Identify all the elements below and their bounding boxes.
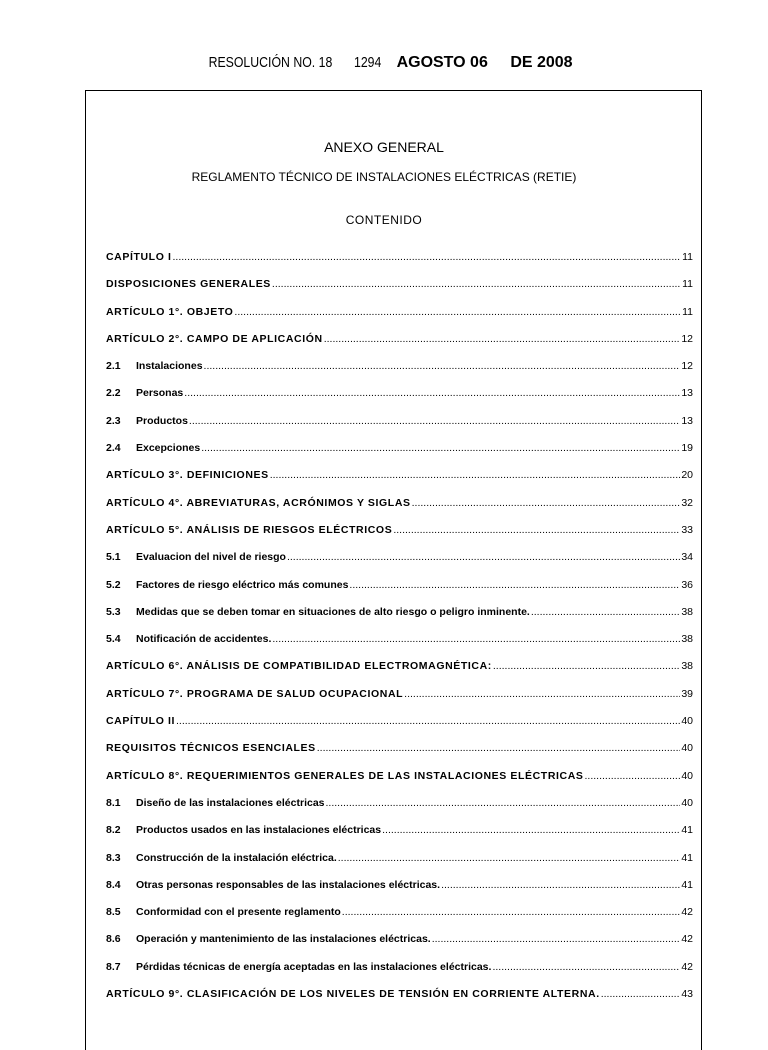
toc-dot-leader [342,903,681,921]
toc-section-number: 8.7 [106,960,121,973]
toc-label: Personas [136,387,184,400]
toc-page-number: 38 [681,605,693,618]
toc-label: ARTÍCULO 9°. CLASIFICACIÓN DE LOS NIVELES DE TENSIÓN EN CORRIENTE ALTERNA. [106,988,600,1001]
toc-dot-leader [204,357,681,375]
toc-dot-leader [272,630,680,648]
toc-page-number: 39 [681,687,693,700]
toc-page-number: 11 [682,278,693,291]
toc-section-number: 2.1 [106,360,121,373]
toc-label: Productos usados en las instalaciones eléctricas [136,824,382,837]
toc-label: ARTÍCULO 3°. DEFINICIONES [106,469,269,482]
toc-page-number: 42 [681,960,693,973]
toc-entry[interactable] [106,767,693,794]
toc-label: Evaluacion del nivel de riesgo [136,551,286,564]
toc-page-number: 34 [681,551,693,564]
toc-label: ARTÍCULO 6°. ANÁLISIS DE COMPATIBILIDAD ELECTROMAGNÉTICA: [106,660,492,673]
toc-label: DISPOSICIONES GENERALES [106,278,271,291]
toc-dot-leader [441,876,680,894]
toc-dot-leader [338,849,681,867]
toc-dot-leader [317,739,681,757]
toc-entry[interactable] [106,576,693,603]
toc-page-number: 41 [681,851,693,864]
toc-label: Notificación de accidentes. [136,633,272,646]
toc-entry[interactable] [106,657,693,684]
toc-dot-leader [176,712,680,730]
toc-entry[interactable] [106,357,693,384]
toc-page-number: 40 [681,742,693,755]
toc-page-number: 41 [681,824,693,837]
toc-label: Factores de riesgo eléctrico más comunes [136,578,349,591]
toc-entry[interactable] [106,958,693,985]
toc-page-number: 19 [681,442,693,455]
toc-dot-leader [189,412,680,430]
toc-page-number: 38 [681,660,693,673]
annex-subtitle: REGLAMENTO TÉCNICO DE INSTALACIONES ELÉCTRICAS (RETIE) [191,170,577,184]
toc-section-number: 5.1 [106,551,121,564]
toc-label: ARTÍCULO 7°. PROGRAMA DE SALUD OCUPACIONAL [106,687,404,700]
toc-dot-leader [412,494,681,512]
annex-title: ANEXO GENERAL [324,139,444,155]
toc-label: ARTÍCULO 8°. REQUERIMIENTOS GENERALES DE LAS INSTALACIONES ELÉCTRICAS [106,769,584,782]
toc-dot-leader [234,303,681,321]
toc-page-number: 32 [681,496,693,509]
toc-label: CAPÍTULO I [106,251,172,263]
toc-section-number: 8.4 [106,878,121,891]
toc-entry[interactable] [106,439,693,466]
toc-section-number: 5.2 [106,578,121,591]
toc-label: Otras personas responsables de las instalaciones eléctricas. [136,878,441,891]
toc-page-number: 43 [681,988,693,1001]
toc-page-number: 40 [681,769,693,782]
toc-page-number: 33 [681,523,693,536]
toc-dot-leader [326,794,681,812]
toc-entry[interactable] [106,303,693,330]
toc-section-number: 8.2 [106,824,121,837]
toc-dot-leader [270,466,681,484]
toc-section-number: 5.3 [106,605,121,618]
toc-section-number: 5.4 [106,633,121,646]
toc-entry[interactable] [106,494,693,521]
toc-dot-leader [601,985,681,1003]
toc-page-number: 41 [681,878,693,891]
toc-entry[interactable] [106,412,693,439]
toc-label: CAPÍTULO II [106,715,176,728]
toc-section-number: 8.5 [106,906,121,919]
toc-page-number: 42 [681,906,693,919]
toc-section-number: 2.4 [106,442,121,455]
toc-label: Diseño de las instalaciones eléctricas [136,796,325,809]
toc-dot-leader [382,821,680,839]
toc-label: ARTÍCULO 5°. ANÁLISIS DE RIESGOS ELÉCTRICOS [106,523,393,536]
toc-entry[interactable] [106,876,693,903]
toc-entry[interactable] [106,794,693,821]
toc-entry[interactable] [106,330,693,357]
toc-entry[interactable] [106,739,693,766]
header-date: AGOSTO 06 [396,54,488,71]
toc-dot-leader [287,548,680,566]
toc-dot-leader [393,521,680,539]
toc-entry[interactable] [106,903,693,930]
page-header [0,50,768,76]
toc-entry[interactable] [106,712,693,739]
toc-dot-leader [531,603,680,621]
toc-dot-leader [201,439,680,457]
toc-page-number: 36 [681,578,693,591]
toc-label: ARTÍCULO 4°. ABREVIATURAS, ACRÓNIMOS Y SIGLAS [106,496,411,509]
toc-dot-leader [173,248,682,266]
toc-dot-leader [349,576,680,594]
toc-label: Instalaciones [136,360,203,373]
toc-entry[interactable] [106,985,693,1012]
toc-section-number: 8.1 [106,796,121,809]
toc-entry[interactable] [106,821,693,848]
toc-dot-leader [184,384,680,402]
table-of-contents [106,248,693,1012]
contents-heading: CONTENIDO [345,213,423,227]
toc-dot-leader [272,275,681,293]
toc-entry[interactable] [106,849,693,876]
toc-section-number: 8.3 [106,851,121,864]
toc-label: REQUISITOS TÉCNICOS ESENCIALES [106,742,316,755]
toc-page-number: 20 [681,469,693,482]
toc-dot-leader [585,767,681,785]
toc-entry[interactable] [106,685,693,712]
toc-label: Construcción de la instalación eléctrica. [136,851,337,864]
toc-label: Conformidad con el presente reglamento [136,906,341,919]
resolution-number: 1294 [353,54,382,71]
toc-label: Productos [136,414,188,427]
toc-label: Pérdidas técnicas de energía aceptadas en las instalaciones eléctricas. [136,960,492,973]
resolution-label: RESOLUCIÓN NO. 18 [208,54,333,71]
toc-page-number: 12 [681,332,693,345]
toc-dot-leader [493,657,680,675]
toc-entry[interactable] [106,630,693,657]
toc-entry[interactable] [106,248,693,275]
toc-entry[interactable] [106,521,693,548]
toc-page-number: 11 [682,305,693,318]
toc-page-number: 13 [681,387,693,400]
toc-entry[interactable] [106,275,693,302]
toc-page-number: 42 [681,933,693,946]
toc-entry[interactable] [106,466,693,493]
toc-dot-leader [404,685,680,703]
toc-page-number: 40 [681,715,693,728]
toc-page-number: 13 [681,414,693,427]
toc-entry[interactable] [106,384,693,411]
toc-dot-leader [324,330,681,348]
toc-page-number: 38 [681,633,693,646]
toc-section-number: 2.2 [106,387,121,400]
toc-label: ARTÍCULO 2°. CAMPO DE APLICACIÓN [106,332,323,345]
toc-page-number: 12 [681,360,693,373]
toc-page-number: 40 [681,796,693,809]
header-year: DE 2008 [510,54,573,71]
toc-entry[interactable] [106,548,693,575]
toc-dot-leader [432,930,681,948]
toc-page-number: 11 [682,251,693,263]
toc-section-number: 8.6 [106,933,121,946]
toc-dot-leader [492,958,680,976]
toc-label: ARTÍCULO 1°. OBJETO [106,305,234,318]
toc-label: Medidas que se deben tomar en situaciones de alto riesgo o peligro inminente. [136,605,530,618]
toc-entry[interactable] [106,603,693,630]
toc-label: Excepciones [136,442,201,455]
toc-section-number: 2.3 [106,414,121,427]
toc-label: Operación y mantenimiento de las instalaciones eléctricas. [136,933,431,946]
toc-entry[interactable] [106,930,693,957]
